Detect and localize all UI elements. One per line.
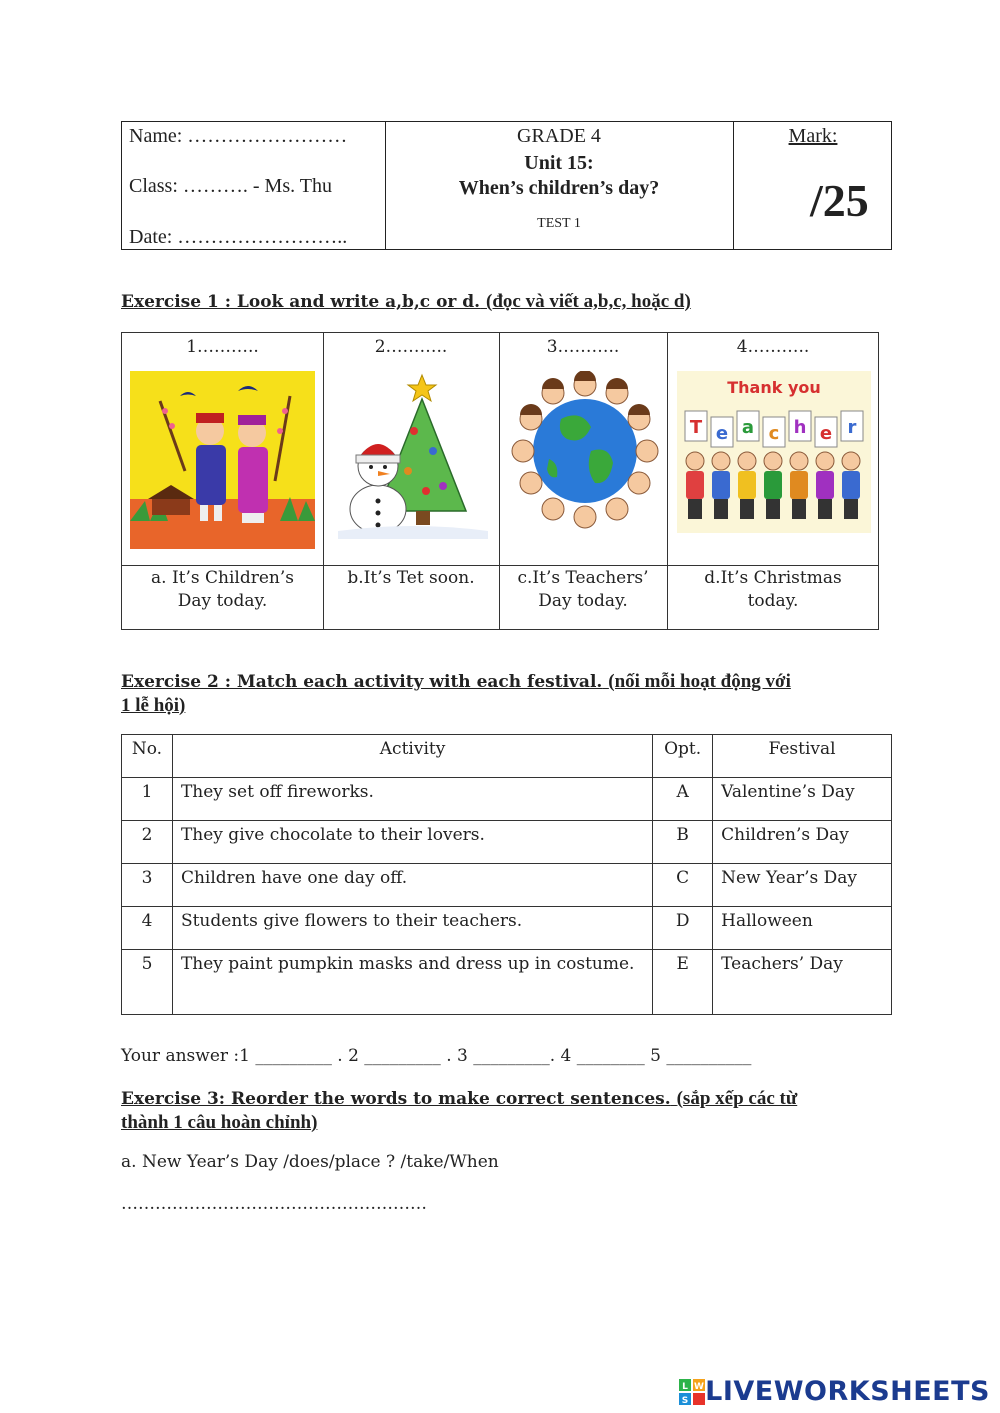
logo-text: LIVEWORKSHEETS — [705, 1376, 990, 1407]
caption-a — [122, 567, 323, 613]
unit-title: When’s children’s day? — [458, 177, 660, 199]
header-opt: Opt. — [653, 735, 713, 778]
caption-c — [499, 567, 667, 613]
row-no: 3 — [122, 864, 173, 907]
exercise2-title-vn-2: 1 lễ hội) — [121, 695, 186, 716]
class-field: Class: ………. - Ms. Thu — [129, 175, 332, 197]
kid-head — [816, 452, 834, 470]
row-festival: Valentine’s Day — [713, 778, 892, 821]
mark-label: Mark: — [788, 125, 838, 147]
row-festival: New Year’s Day — [713, 864, 892, 907]
table-row — [122, 950, 892, 1015]
mark-cell — [733, 122, 892, 249]
row-no: 4 — [122, 907, 173, 950]
teacher-card-letter: r — [847, 417, 857, 438]
row-festival: Children’s Day — [713, 821, 892, 864]
worksheet-header — [121, 121, 892, 250]
test-label: TEST 1 — [537, 216, 581, 231]
logo-letter-l: L — [682, 1381, 689, 1392]
exercise2-title — [121, 670, 892, 718]
caption-a-line-2: Day today. — [177, 591, 268, 611]
caption-c-line-2: Day today. — [538, 591, 628, 611]
kid-body — [686, 471, 704, 499]
row-opt: E — [653, 950, 713, 1015]
row-no: 5 — [122, 950, 173, 1015]
kid-legs — [766, 499, 780, 519]
row-opt: D — [653, 907, 713, 950]
header-festival: Festival — [713, 735, 892, 778]
kid-head — [738, 452, 756, 470]
row-activity: Students give flowers to their teachers. — [172, 907, 652, 950]
table-row — [122, 778, 892, 821]
kid-legs — [844, 499, 858, 519]
christmas-picture — [338, 371, 488, 539]
kid-body — [764, 471, 782, 499]
name-field: Name: …………………… — [129, 125, 348, 147]
matching-table — [121, 734, 892, 1015]
thank-you-teacher-picture — [677, 371, 871, 533]
kid-legs — [818, 499, 832, 519]
mark-total: /25 — [810, 175, 869, 226]
children-globe-picture — [511, 371, 659, 531]
teacher-card-letter: c — [768, 423, 780, 444]
header-no: No. — [122, 735, 173, 778]
row-no: 2 — [122, 821, 173, 864]
exercise1-title-en: Exercise 1 : Look and write a,b,c or d. — [121, 292, 481, 312]
teacher-card-letter: T — [689, 417, 703, 438]
row-festival: Teachers’ Day — [713, 950, 892, 1015]
row-activity: They paint pumpkin masks and dress up in costume. — [172, 950, 652, 1015]
kid-head — [712, 452, 730, 470]
picture-number-3: 3……….. — [546, 337, 620, 357]
thank-you-text: Thank you — [727, 378, 821, 397]
table-header-row — [122, 735, 892, 778]
teacher-card-letter: h — [793, 417, 807, 438]
picture-number-2: 2……….. — [374, 337, 448, 357]
unit-label: Unit 15: — [524, 152, 594, 174]
caption-d-line-2: today. — [747, 591, 799, 611]
kid-head — [842, 452, 860, 470]
answer-line[interactable]: Your answer :1 _________ . 2 _________ . 3 _________. 4 ________ 5 __________ — [121, 1046, 752, 1066]
kid-head — [790, 452, 808, 470]
row-opt: A — [653, 778, 713, 821]
kid-body — [790, 471, 808, 499]
answer-blank-a[interactable]: ……………………………………………… — [121, 1194, 427, 1214]
liveworksheets-logo[interactable] — [679, 1376, 990, 1407]
kid-head — [686, 452, 704, 470]
table-row — [122, 864, 892, 907]
exercise3-title — [121, 1087, 892, 1135]
caption-b-line-1: b.It’s Tet soon. — [347, 568, 475, 588]
tet-picture — [130, 371, 315, 549]
kid-legs — [714, 499, 728, 519]
table-row — [122, 907, 892, 950]
caption-d-line-1: d.It’s Christmas — [704, 568, 842, 588]
row-festival: Halloween — [713, 907, 892, 950]
kid-head — [764, 452, 782, 470]
student-info-cell — [122, 122, 386, 249]
logo-letter-s: S — [681, 1395, 689, 1405]
caption-b — [323, 567, 499, 590]
kid-body — [738, 471, 756, 499]
kid-body — [816, 471, 834, 499]
reorder-item-a: a. New Year’s Day /does/place ? /take/When — [121, 1152, 499, 1172]
teacher-card-letter: e — [715, 423, 729, 444]
header-activity: Activity — [172, 735, 652, 778]
date-field: Date: …………………….. — [129, 226, 348, 248]
exercise1-title — [121, 290, 691, 314]
exercise1-grid — [121, 332, 879, 630]
kid-legs — [740, 499, 754, 519]
kid-legs — [688, 499, 702, 519]
row-opt: C — [653, 864, 713, 907]
row-activity: Children have one day off. — [172, 864, 652, 907]
kid-body — [712, 471, 730, 499]
lws-logo-icon — [679, 1379, 705, 1405]
exercise2-title-en: Exercise 2 : Match each activity with each festival. — [121, 672, 603, 692]
caption-d — [667, 567, 879, 613]
picture-number-4: 4……….. — [736, 337, 810, 357]
exercise3-title-vn-2: thành 1 câu hoàn chỉnh) — [121, 1112, 318, 1133]
logo-letter-w: W — [694, 1381, 705, 1392]
teacher-card-letter: a — [741, 417, 755, 438]
row-opt: B — [653, 821, 713, 864]
table-row — [122, 821, 892, 864]
caption-c-line-1: c.It’s Teachers’ — [517, 568, 649, 588]
grade-label: GRADE 4 — [517, 125, 601, 147]
row-activity: They set off fireworks. — [172, 778, 652, 821]
exercise1-title-vn: (đọc và viết a,b,c, hoặc d) — [486, 291, 691, 312]
exercise3-title-vn-1: (sắp xếp các từ — [676, 1088, 798, 1109]
teacher-card-letter: e — [819, 423, 833, 444]
exercise2-title-vn-1: (nối mỗi hoạt động với — [608, 671, 791, 692]
title-cell — [385, 122, 733, 249]
row-no: 1 — [122, 778, 173, 821]
kid-legs — [792, 499, 806, 519]
picture-number-1: 1……….. — [186, 337, 259, 357]
caption-a-line-1: a. It’s Children’s — [151, 568, 294, 588]
kid-body — [842, 471, 860, 499]
row-activity: They give chocolate to their lovers. — [172, 821, 652, 864]
exercise3-title-en: Exercise 3: Reorder the words to make correct sentences. — [121, 1089, 671, 1109]
